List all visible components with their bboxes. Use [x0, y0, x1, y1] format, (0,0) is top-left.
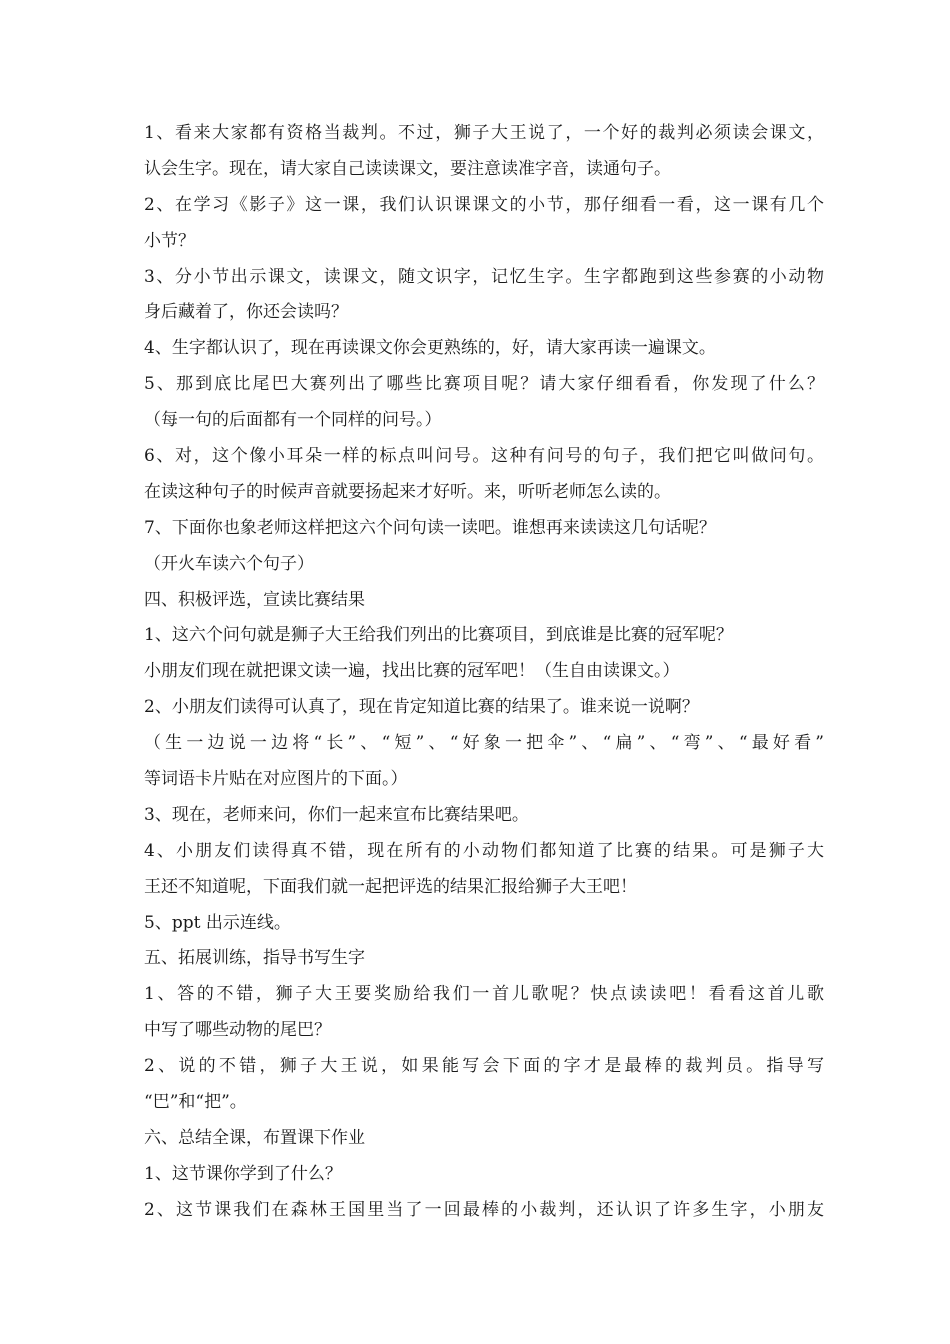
text-line: 6、对，这个像小耳朵一样的标点叫问号。这种有问号的句子，我们把它叫做问句。 [144, 446, 824, 467]
section-heading: 五、拓展训练，指导书写生字 [144, 948, 365, 969]
text-line: 7、下面你也象老师这样把这六个问句读一读吧。谁想再来读读这几句话呢？ [144, 517, 716, 538]
text-line: 王还不知道呢，下面我们就一起把评选的结果汇报给狮子大王吧！ [144, 876, 637, 897]
text-line: “巴”和“把”。 [144, 1092, 247, 1113]
text-line: 2、小朋友们读得可认真了，现在肯定知道比赛的结果了。谁来说一说啊？ [144, 697, 699, 718]
text-line: 1、答的不错，狮子大王要奖励给我们一首儿歌呢？快点读读吧！看看这首儿歌 [144, 984, 824, 1005]
text-line: 小节？ [144, 230, 195, 251]
text-line: 认会生字。现在，请大家自己读读课文，要注意读准字音，读通句子。 [144, 158, 671, 179]
text-line: 2、这节课我们在森林王国里当了一回最棒的小裁判，还认识了许多生字，小朋友 [144, 1199, 824, 1220]
text-line: 小朋友们现在就把课文读一遍，找出比赛的冠军吧！（生自由读课文。） [144, 661, 680, 682]
section-heading: 六、总结全课，布置课下作业 [144, 1127, 365, 1148]
text-line: 2、说的不错，狮子大王说，如果能写会下面的字才是最棒的裁判员。指导写 [144, 1056, 824, 1077]
text-line: 等词语卡片贴在对应图片的下面。） [144, 769, 408, 790]
text-line: 3、分小节出示课文，读课文，随文识字，记忆生字。生字都跑到这些参赛的小动物 [144, 266, 824, 287]
text-line: 中写了哪些动物的尾巴？ [144, 1020, 331, 1041]
text-line: 1、这六个问句就是狮子大王给我们列出的比赛项目，到底谁是比赛的冠军呢？ [144, 625, 733, 646]
text-line: （每一句的后面都有一个同样的问号。） [144, 410, 442, 431]
text-line: （生一边说一边将“长”、“短”、“好象一把伞”、“扁”、“弯”、“最好看” [144, 733, 824, 754]
text-line: 在读这种句子的时候声音就要扬起来才好听。来，听听老师怎么读的。 [144, 481, 671, 502]
document-body [144, 116, 824, 1229]
text-line: 5、那到底比尾巴大赛列出了哪些比赛项目呢？请大家仔细看看，你发现了什么？ [144, 374, 824, 395]
text-line: 1、看来大家都有资格当裁判。不过，狮子大王说了，一个好的裁判必须读会课文， [144, 123, 824, 143]
text-line: （开火车读六个句子） [144, 553, 314, 574]
text-line: 1、这节课你学到了什么？ [144, 1163, 342, 1184]
text-line: 4、小朋友们读得真不错，现在所有的小动物们都知道了比赛的结果。可是狮子大 [144, 840, 824, 861]
text-line: 4、生字都认识了，现在再读课文你会更熟练的，好，请大家再读一遍课文。 [144, 338, 716, 359]
text-line: 3、现在，老师来问，你们一起来宣布比赛结果吧。 [144, 804, 529, 825]
text-line: 2、在学习《影子》这一课，我们认识课课文的小节，那仔细看一看，这一课有几个 [144, 194, 824, 215]
text-line: 身后藏着了，你还会读吗？ [144, 302, 348, 323]
text-line: 5、ppt 出示连线。 [144, 912, 291, 933]
section-heading: 四、积极评选，宣读比赛结果 [144, 589, 365, 610]
